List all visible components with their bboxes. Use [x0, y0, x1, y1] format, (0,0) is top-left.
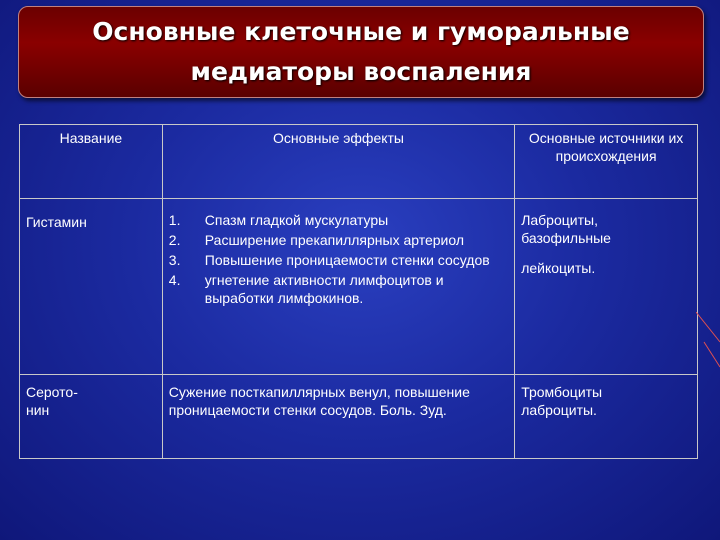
mediators-table: [19, 124, 698, 459]
cell-name-histamine: Гистамин: [20, 199, 163, 375]
sources-line-2: лаброциты.: [521, 402, 597, 418]
effect-item: [169, 211, 508, 229]
decorative-lines: [696, 312, 720, 372]
header-name: Название: [20, 125, 163, 199]
sources-line-1: Тромбоциты: [521, 384, 603, 400]
header-effects: Основные эффекты: [162, 125, 514, 199]
sources-line-1: Лаброциты, базофильные: [521, 212, 611, 246]
cell-effects-serotonin: Сужение посткапиллярных венул, повышение проницаемости стенки сосудов. Боль. Зуд.: [162, 375, 514, 459]
effect-item: [169, 271, 508, 307]
effect-number: 4.: [168, 272, 181, 288]
effect-item: [169, 231, 508, 249]
title-line-2: медиаторы воспаления: [190, 57, 532, 86]
cell-sources-serotonin: [515, 375, 698, 459]
effect-number: 3.: [168, 252, 181, 268]
effect-text: Расширение прекапиллярных артериол: [204, 232, 465, 248]
table-header-row: [20, 125, 698, 199]
table-row-serotonin: [20, 375, 698, 459]
cell-name-serotonin: [20, 375, 163, 459]
sources-line-2: лейкоциты.: [521, 260, 596, 276]
cell-effects-histamine: [162, 199, 514, 375]
table-row-histamine: [20, 199, 698, 375]
effect-number: 2.: [168, 232, 181, 248]
effect-number: 1.: [168, 212, 181, 228]
title-banner: [18, 6, 704, 98]
effect-text: Повышение проницаемости стенки сосудов: [204, 252, 490, 268]
title-line-1: Основные клеточные и гуморальные: [92, 17, 630, 46]
cell-sources-histamine: [515, 199, 698, 375]
header-sources: Основные источники их происхождения: [515, 125, 698, 199]
effect-text: Спазм гладкой мускулатуры: [204, 212, 389, 228]
name-line-1: Серото-: [26, 384, 78, 400]
effect-item: [169, 251, 508, 269]
effect-text: угнетение активности лимфоцитов и выработки лимфокинов.: [204, 272, 444, 306]
name-line-2: нин: [26, 402, 50, 418]
